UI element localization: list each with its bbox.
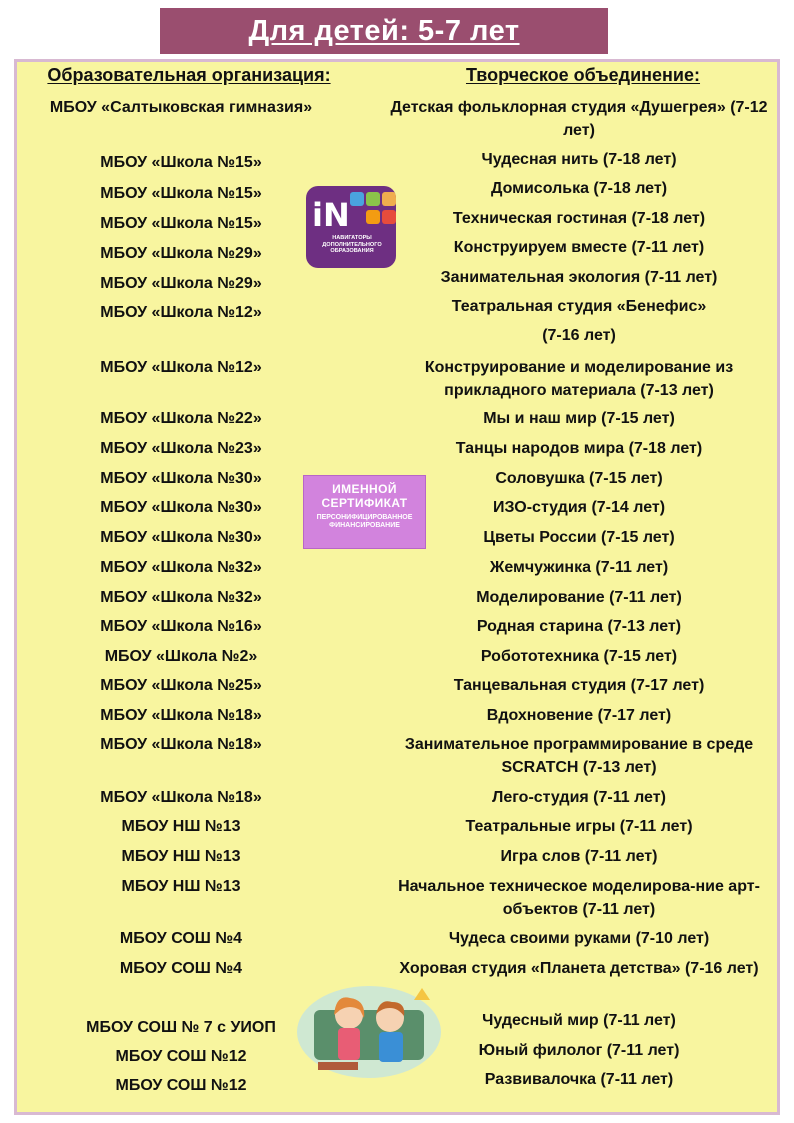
program-cell: Чудесный мир (7-11 лет) [482, 1012, 676, 1029]
program-cell: Танцы народов мира (7-18 лет) [455, 440, 703, 457]
org-cell: МБОУ НШ №13 [121, 818, 241, 835]
org-cell: МБОУ СОШ №4 [119, 930, 243, 947]
logo-tile-icon [382, 192, 396, 206]
program-cell: Игра слов (7-11 лет) [500, 848, 658, 865]
org-cell: МБОУ «Школа №12» [100, 304, 262, 321]
program-cell: Детская фольклорная студия «Душегрея» (7-12 лет) [390, 99, 768, 139]
certificate-subtitle: ПЕРСОНИФИЦИРОВАННОЕ ФИНАНСИРОВАНИЕ [316, 514, 413, 529]
chalkboard-icon [314, 1010, 424, 1060]
org-cell: МБОУ «Школа №23» [100, 440, 262, 457]
org-cell: МБОУ СОШ №12 [115, 1048, 247, 1065]
logo-tile-icon [366, 192, 380, 206]
org-cell: МБОУ «Школа №15» [100, 154, 262, 171]
org-cell: МБОУ НШ №13 [121, 848, 241, 865]
program-cell: Занимательное программирование в среде SCRATCH (7-13 лет) [404, 736, 754, 776]
program-cell: Театральная студия «Бенефис» [451, 298, 707, 315]
org-cell: МБОУ «Школа №32» [100, 559, 262, 576]
org-column-header: Образовательная организация: [47, 65, 331, 85]
certificate-title: ИМЕННОЙ СЕРТИФИКАТ [321, 482, 408, 510]
org-cell: МБОУ «Школа №29» [100, 245, 262, 262]
org-cell: МБОУ «Школа №29» [100, 275, 262, 292]
navigator-logo [306, 186, 396, 268]
org-cell: МБОУ «Школа №2» [104, 648, 258, 665]
org-cell: МБОУ «Школа №16» [100, 618, 262, 635]
program-cell: Домисолька (7-18 лет) [490, 180, 668, 197]
certificate-badge [303, 475, 426, 549]
program-cell: Жемчужинка (7-11 лет) [489, 559, 669, 576]
program-cell: Моделирование (7-11 лет) [476, 589, 682, 606]
org-cell: МБОУ НШ №13 [121, 878, 241, 895]
girl-dress [338, 1028, 360, 1060]
program-cell: Чудеса своими руками (7-10 лет) [448, 930, 710, 947]
program-cell: Театральные игры (7-11 лет) [465, 818, 693, 835]
program-cell: Соловушка (7-15 лет) [495, 470, 663, 487]
program-cell: Робототехника (7-15 лет) [480, 648, 678, 665]
org-cell: МБОУ «Школа №15» [100, 215, 262, 232]
org-cell: МБОУ «Салтыковская гимназия» [49, 99, 313, 116]
org-cell: МБОУ СОШ №4 [119, 960, 243, 977]
org-cell: МБОУ «Школа №30» [100, 470, 262, 487]
logo-tile-icon [382, 210, 396, 224]
books-icon [318, 1062, 358, 1070]
org-cell: МБОУ «Школа №15» [100, 185, 262, 202]
navigator-logo-caption: НАВИГАТОРЫ ДОПОЛНИТЕЛЬНОГО ОБРАЗОВАНИЯ [322, 235, 382, 255]
program-cell: Юный филолог (7-11 лет) [478, 1042, 680, 1059]
org-cell: МБОУ СОШ №12 [115, 1077, 247, 1094]
program-cell: Развивалочка (7-11 лет) [484, 1071, 674, 1088]
org-cell: МБОУ «Школа №22» [100, 410, 262, 427]
page-title: Для детей: 5-7 лет [248, 14, 520, 47]
org-cell: МБОУ «Школа №30» [100, 499, 262, 516]
program-cell: Занимательная экология (7-11 лет) [440, 269, 718, 286]
logo-tile-icon [366, 210, 380, 224]
program-cell: Цветы России (7-15 лет) [483, 529, 675, 546]
org-cell: МБОУ СОШ № 7 с УИОП [86, 1019, 276, 1036]
program-cell: Начальное техническое моделирова-ние арт-объектов (7-11 лет) [398, 878, 760, 918]
program-cell: Конструирование и моделирование из прикладного материала (7-13 лет) [424, 359, 734, 399]
children-illustration [294, 980, 444, 1080]
boy-shirt [379, 1032, 403, 1062]
program-cell: Танцевальная студия (7-17 лет) [453, 677, 705, 694]
org-cell: МБОУ «Школа №25» [100, 677, 262, 694]
logo-tile-icon [350, 192, 364, 206]
org-cell: МБОУ «Школа №18» [100, 736, 262, 753]
program-cell: Мы и наш мир (7-15 лет) [483, 410, 675, 427]
org-cell: МБОУ «Школа №18» [100, 707, 262, 724]
program-cell: Родная старина (7-13 лет) [476, 618, 682, 635]
title-banner [160, 8, 608, 54]
program-cell: Техническая гостиная (7-18 лет) [452, 210, 706, 227]
org-cell: МБОУ «Школа №12» [100, 359, 262, 376]
navigator-logo-letters: iN [312, 196, 350, 234]
program-cell: Конструируем вместе (7-11 лет) [453, 239, 705, 256]
program-cell: (7-16 лет) [542, 327, 616, 344]
program-cell: ИЗО-студия (7-14 лет) [492, 499, 666, 516]
program-column-header: Творческое объединение: [465, 65, 701, 85]
program-cell: Лего-студия (7-11 лет) [492, 789, 666, 806]
program-cell: Хоровая студия «Планета детства» (7-16 лет) [399, 960, 759, 977]
program-cell: Вдохновение (7-17 лет) [486, 707, 672, 724]
org-cell: МБОУ «Школа №32» [100, 589, 262, 606]
program-cell: Чудесная нить (7-18 лет) [481, 151, 677, 168]
ruler-icon [414, 988, 430, 1000]
org-cell: МБОУ «Школа №30» [100, 529, 262, 546]
org-cell: МБОУ «Школа №18» [100, 789, 262, 806]
